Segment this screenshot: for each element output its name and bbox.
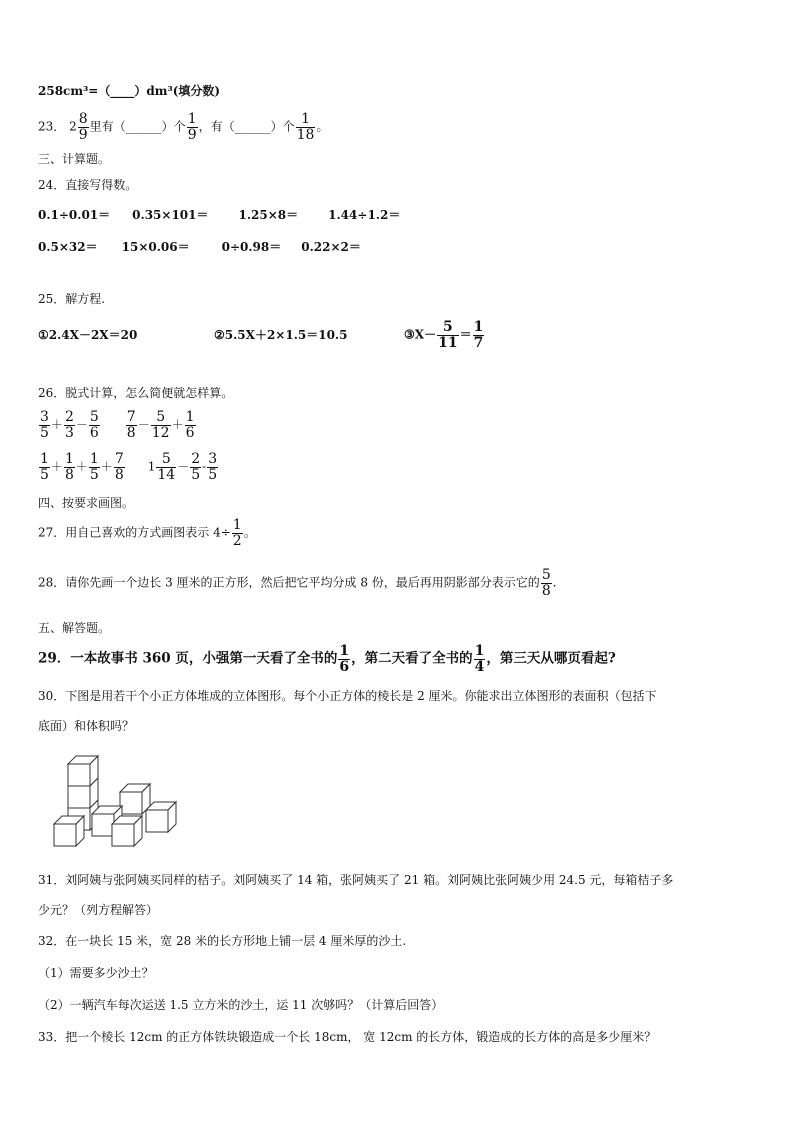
q26-fraction: $\frac{5}{12}$ (151, 409, 170, 441)
q26-line-1 (38, 410, 197, 440)
q25-equation-2: ②5.5X＋2×1.5＝10.5 (214, 327, 348, 342)
q26-operator: ＋ (50, 459, 63, 474)
q24-item: 0.35×101＝ (132, 208, 209, 222)
q23-text-a: 里有（______）个 (89, 119, 186, 134)
q24-item: 15×0.06＝ (121, 240, 190, 254)
q26-fraction: $\frac{5}{6}$ (89, 409, 99, 441)
q31-line-1: 31．刘阿姨与张阿姨买同样的桔子。刘阿姨买了 14 箱，张阿姨买了 21 箱。刘阿姨比张阿姨少用 24.5 元，每箱桔子多 (38, 873, 674, 887)
q26-operator: - (202, 459, 207, 474)
q24-title: 24．直接写得数。 (38, 178, 138, 192)
q28-line (38, 568, 557, 598)
q23-line (38, 112, 328, 142)
q29-line (38, 644, 616, 674)
q24-item: 0.5×32＝ (38, 240, 98, 254)
cube-stack-figure (52, 752, 182, 854)
q27-end: 。 (243, 525, 256, 540)
q26-fraction: $\frac{3}{5}$ (208, 451, 218, 483)
q24-row-2 (38, 240, 361, 254)
section-4-title: 四、按要求画图。 (38, 496, 135, 510)
q26-fraction: $\frac{3}{5}$ (40, 409, 49, 441)
q25-equation-3-prefix: ③X－ (404, 327, 437, 342)
q26-fraction: $\frac{1}{5}$ (40, 451, 49, 483)
q29-text-b: ，第二天看了全书的 (351, 650, 473, 667)
q23-fraction-mixed: $\frac{8}{9}$ (78, 111, 88, 143)
q24-item: 0.1÷0.01＝ (38, 208, 111, 222)
q26-operator: － (75, 417, 88, 432)
q24-item: 0÷0.98＝ (221, 240, 282, 254)
q31-line-2: 少元？（列方程解答） (38, 903, 159, 917)
section-3-title: 三、计算题。 (38, 152, 111, 166)
q22-text: 258cm³=（____）dm³(填分数) (38, 84, 221, 98)
q26-line-2 (38, 452, 219, 482)
q33-line: 33．把一个棱长 12cm 的正方体铁块锻造成一个长 18cm， 宽 12cm 的长方体，锻造成的长方体的高是多少厘米？ (38, 1030, 657, 1044)
q26-operator: ＋ (50, 417, 63, 432)
q26-operator: ＋ (171, 417, 184, 432)
q30-line-2: 底面）和体积吗？ (38, 719, 135, 733)
q24-item: 0.22×2＝ (301, 240, 361, 254)
q22-line (38, 84, 220, 98)
q28-text: 28．请你先画一个边长 3 厘米的正方形，然后把它平均分成 8 份，最后再用阴影部分表示它的 (38, 575, 540, 590)
q27-line (38, 518, 256, 548)
q26-fraction: $\frac{2}{3}$ (64, 409, 74, 441)
q32-line-3: （2）一辆汽车每次运送 1.5 立方米的沙土，运 11 次够吗？（计算后回答） (38, 998, 444, 1012)
q29-text-c: ，第三天从哪页看起? (486, 650, 616, 667)
q27-fraction: $\frac{1}{2}$ (232, 517, 242, 549)
q23-text-e: 。 (316, 119, 329, 134)
q26-fraction: $\frac{1}{5}$ (89, 451, 99, 483)
q26-fraction: $\frac{1}{6}$ (185, 409, 195, 441)
q23-text-c: ，有（______）个 (198, 119, 295, 134)
q23-whole: 2 (69, 119, 77, 134)
q32-line-2: （1）需要多少沙土？ (38, 966, 154, 980)
section-5-title: 五、解答题。 (38, 621, 111, 635)
q25-equation-3-equals: ＝ (459, 327, 472, 342)
q32-line-1: 32．在一块长 15 米，宽 28 米的长方形地上铺一层 4 厘米厚的沙土. (38, 934, 407, 948)
cube (146, 802, 176, 832)
q24-row-1 (38, 208, 400, 222)
q29-fraction-1-4: $\frac{1}{4}$ (474, 643, 485, 675)
q24-item: 1.44÷1.2＝ (328, 208, 401, 222)
cube (112, 816, 142, 846)
q26-operator: ＋ (75, 459, 88, 474)
q23-fraction-one-ninth: $\frac{1}{9}$ (187, 111, 197, 143)
q28-end: . (552, 575, 557, 590)
q25-equation-1: ①2.4X－2X＝20 (38, 327, 138, 342)
q25-fraction-5-11: $\frac{5}{11}$ (438, 319, 458, 351)
q25-equations (38, 320, 485, 350)
q23-number: 23． (38, 119, 66, 134)
cube (54, 816, 84, 846)
q26-fraction: $\frac{5}{14}$ (157, 451, 176, 483)
q27-text: 27．用自己喜欢的方式画图表示 4÷ (38, 525, 231, 540)
q28-fraction: $\frac{5}{8}$ (541, 567, 551, 599)
q26-operator: － (177, 459, 190, 474)
q26-whole: 1 (147, 459, 156, 474)
q29-fraction-1-6: $\frac{1}{6}$ (339, 643, 350, 675)
q30-line-1: 30．下图是用若干个小正方体堆成的立体图形。每个小正方体的棱长是 2 厘米。你能求出立体图形的表面积（包括下 (38, 689, 657, 703)
q29-text-a: 29．一本故事书 360 页，小强第一天看了全书的 (38, 650, 338, 667)
q26-fraction: $\frac{2}{5}$ (191, 451, 201, 483)
q26-operator: ＋ (100, 459, 113, 474)
q26-operator: － (137, 417, 150, 432)
q25-title: 25．解方程. (38, 292, 106, 306)
q26-fraction: $\frac{7}{8}$ (126, 409, 136, 441)
q23-fraction-one-eighteenth: $\frac{1}{18}$ (296, 111, 315, 143)
q26-fraction: $\frac{1}{8}$ (64, 451, 74, 483)
q26-title: 26．脱式计算，怎么简便就怎样算。 (38, 386, 234, 400)
cube (68, 756, 98, 786)
q25-fraction-1-7: $\frac{1}{7}$ (473, 319, 484, 351)
q24-item: 1.25×8＝ (238, 208, 299, 222)
q26-fraction: $\frac{7}{8}$ (114, 451, 124, 483)
